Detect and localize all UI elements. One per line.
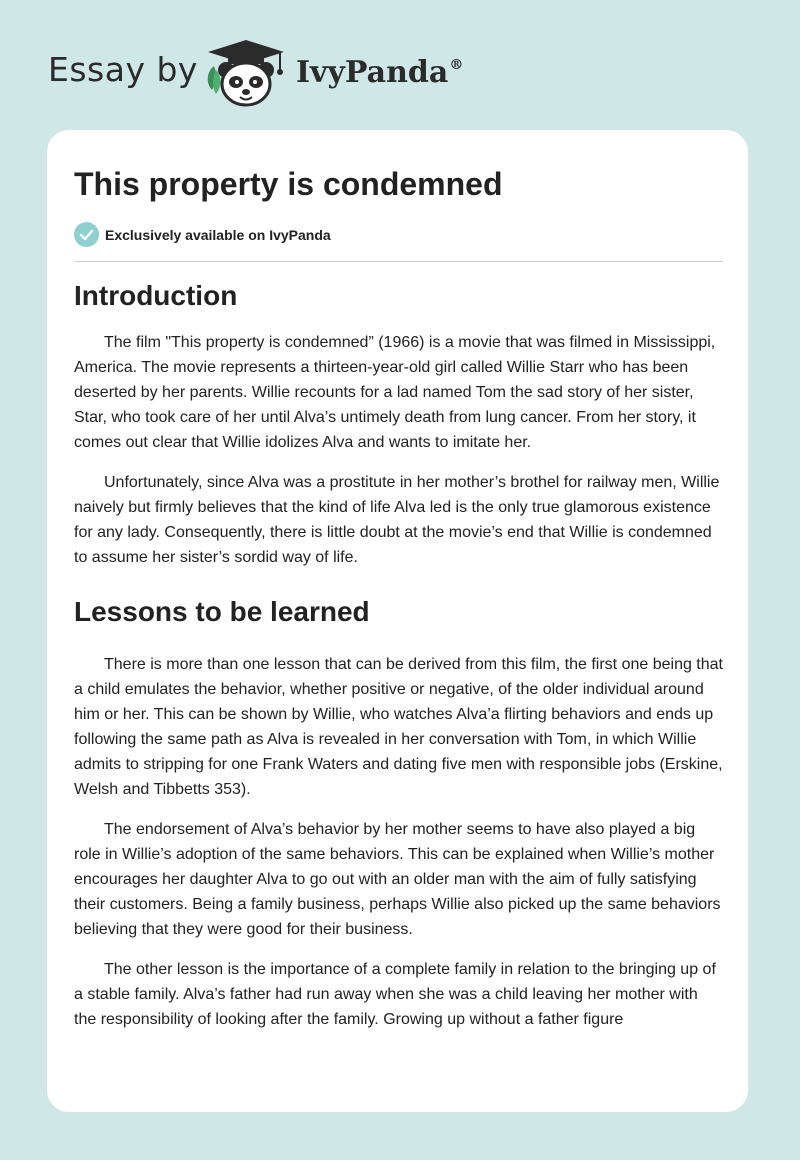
article-title: This property is condemned [74, 166, 503, 202]
paragraph: There is more than one lesson that can be derived from this film, the first one being that a child emulates the behavior, whether positive or negative, of the older individual around him or her. This can be shown by Willie, who watches Alva’a flirting behaviors and ends up following the same path as Alva is revealed in her conversation with Tom, in which Willie admits to stripping for one Frank Waters and dating five men with responsible jobs (Erskine, Welsh and Tibbetts 353). [74, 656, 723, 798]
article-card [47, 130, 748, 1112]
registered-mark: ® [449, 57, 464, 73]
paragraph: Unfortunately, since Alva was a prostitute in her mother’s brothel for railway men, Willie naively but firmly believes that the kind of life Alva led is the only true glamorous existence for any lady. Consequently, there is little doubt at the movie’s end that Willie is condemned to assume her sister’s sordid way of life. [74, 474, 720, 566]
title-divider [74, 261, 723, 262]
paragraph: The film "This property is condemned” (1966) is a movie that was filmed in Mississippi, America. The movie represents a thirteen-year-old girl called Willie Starr who has been deserted by her parents. Willie recounts for a lad named Tom the sad story of her sister, Star, who took care of her until Alva’s untimely death from lung cancer. From her story, it comes out clear that Willie idolizes Alva and wants to imitate her. [74, 334, 716, 451]
article-body [74, 280, 724, 1047]
panda-graduate-logo-icon[interactable] [200, 36, 292, 108]
section-heading-introduction: Introduction [74, 280, 238, 311]
paragraph: The other lesson is the importance of a complete family in relation to the bringing up of a stable family. Alva’s father had run away when she was a child leaving her mother with the responsibility of looking after the family. Growing up without a father figure [74, 961, 716, 1028]
site-header [0, 0, 800, 130]
section-heading-lessons: Lessons to be learned [74, 596, 370, 627]
brand-name[interactable] [296, 55, 463, 90]
brand-text: IvyPanda [296, 55, 449, 90]
check-circle-icon [74, 222, 99, 247]
essay-by-label: Essay by [48, 50, 198, 89]
exclusive-badge-text: Exclusively available on IvyPanda [105, 226, 331, 243]
paragraph: The endorsement of Alva’s behavior by her mother seems to have also played a big role in Willie’s adoption of the same behaviors. This can be explained when Willie’s mother encourages her daughter Alva to go out with an older man with the aim of fully satisfying their customers. Being a family business, perhaps Willie also picked up the same behaviors believing that they were good for their business. [74, 821, 721, 938]
exclusive-badge [74, 222, 331, 247]
